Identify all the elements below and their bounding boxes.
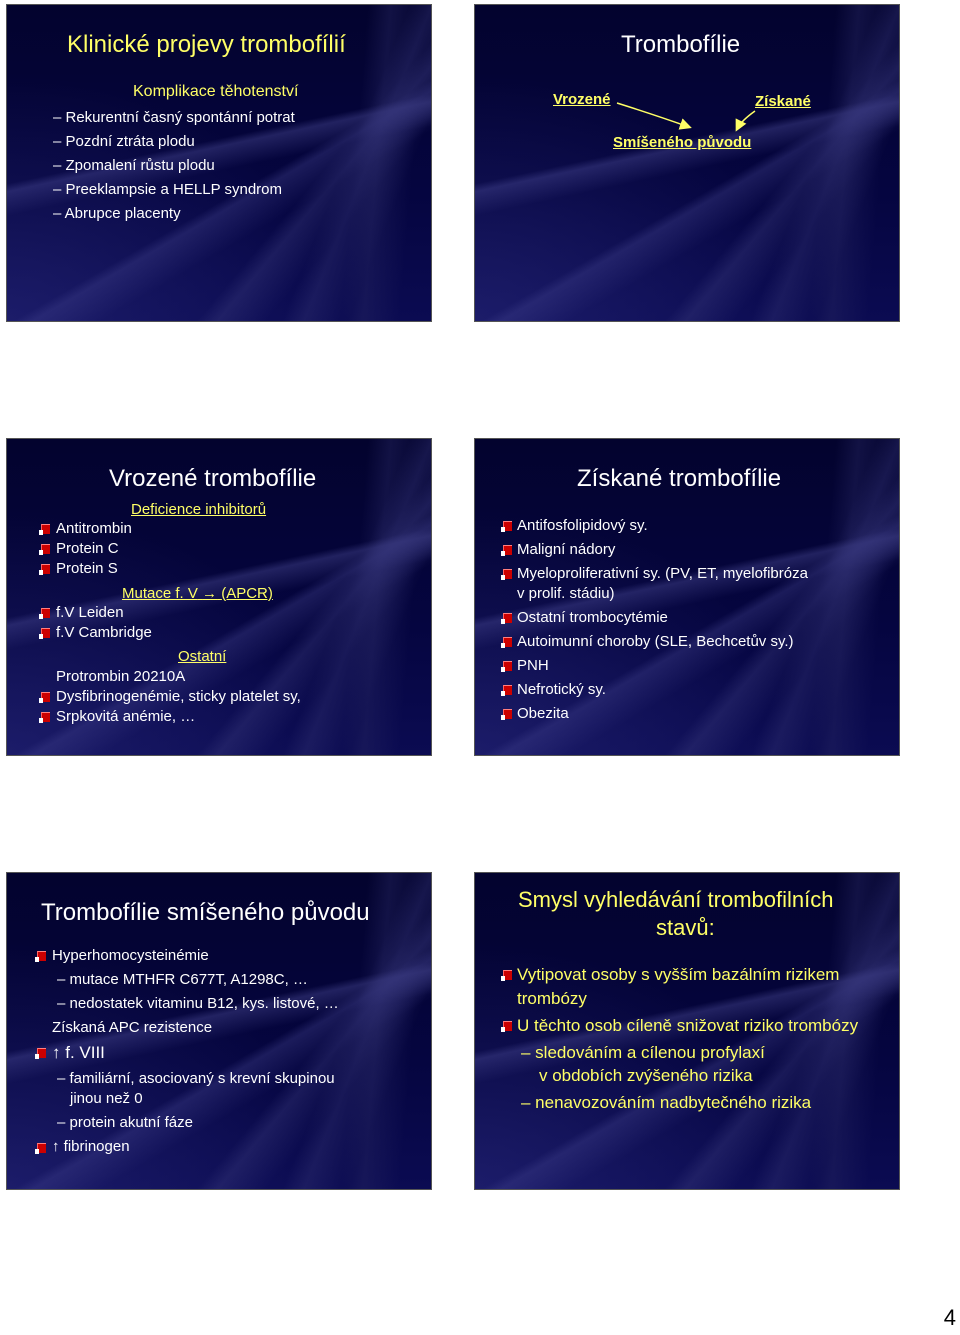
- list-item: Získaná APC rezistence: [52, 1019, 213, 1036]
- slide-title: Trombofílie: [621, 31, 741, 58]
- list-item: Myeloproliferativní sy. (PV, ET, myelofibróza: [517, 565, 808, 582]
- bullet-icon: [41, 692, 50, 702]
- category-congenital: Vrozené: [553, 91, 611, 108]
- list-item: – Preeklampsie a HELLP syndrom: [53, 181, 282, 198]
- list-item: PNH: [517, 657, 549, 674]
- slide-mixed-thrombophilia: [6, 872, 432, 1190]
- list-item: ↑ fibrinogen: [52, 1138, 130, 1155]
- sub-item-continuation: jinou než 0: [70, 1090, 143, 1107]
- bullet-icon: [41, 712, 50, 722]
- list-item: Protein C: [56, 540, 119, 557]
- slide-congenital-thrombophilia: [6, 438, 432, 756]
- slide-purpose-of-screening: [474, 872, 900, 1190]
- slide-title: Získané trombofílie: [577, 465, 782, 492]
- slide-title-continuation: stavů:: [656, 915, 715, 940]
- list-item-continuation: v prolif. stádiu): [517, 585, 615, 602]
- sub-item: – familiární, asociovaný s krevní skupinou: [57, 1070, 335, 1087]
- list-item: Srpkovitá anémie, …: [56, 708, 196, 725]
- arrows-diagram: [475, 5, 900, 322]
- bullet-icon: [503, 637, 512, 647]
- list-item: Autoimunní choroby (SLE, Bechcetův sy.): [517, 633, 794, 650]
- list-item: Nefrotický sy.: [517, 681, 606, 698]
- bullet-icon: [41, 608, 50, 618]
- arrow-right: [737, 111, 755, 129]
- bullet-icon: [503, 521, 512, 531]
- sub-item: – protein akutní fáze: [57, 1114, 193, 1131]
- bullet-icon: [41, 544, 50, 554]
- bullet-icon: [503, 970, 512, 980]
- heading-text: Mutace f. V: [122, 585, 198, 602]
- list-item: Maligní nádory: [517, 541, 616, 558]
- bullet-icon: [37, 951, 46, 961]
- bullet-icon: [503, 1021, 512, 1031]
- list-item: U těchto osob cíleně snižovat riziko trombózy: [517, 1016, 859, 1035]
- bullet-icon: [503, 709, 512, 719]
- list-item: – Abrupce placenty: [53, 205, 181, 222]
- bullet-icon: [41, 564, 50, 574]
- list-item: – Pozdní ztráta plodu: [53, 133, 195, 150]
- bullet-icon: [503, 685, 512, 695]
- list-item: Protein S: [56, 560, 118, 577]
- list-item: f.V Cambridge: [56, 624, 152, 641]
- bullet-icon: [37, 1048, 46, 1058]
- list-item-continuation: trombózy: [517, 989, 587, 1008]
- bullet-icon: [503, 661, 512, 671]
- slide-title: Klinické projevy trombofílií: [67, 31, 346, 58]
- slide-title: Vrozené trombofílie: [109, 465, 317, 492]
- list-item: Dysfibrinogenémie, sticky platelet sy,: [56, 688, 301, 705]
- category-mixed: Smíšeného původu: [613, 134, 752, 151]
- bullet-icon: [503, 613, 512, 623]
- section-heading: Deficience inhibitorů: [131, 501, 267, 518]
- list-item: Obezita: [517, 705, 569, 722]
- category-acquired: Získané: [755, 93, 811, 110]
- list-item: ↑ f. VIII: [52, 1043, 105, 1062]
- list-item: f.V Leiden: [56, 604, 124, 621]
- heading-text: (APCR): [221, 585, 273, 602]
- page-number: 4: [943, 1305, 956, 1330]
- slide-clinical-manifestations: [6, 4, 432, 322]
- arrow-icon: →: [202, 585, 218, 602]
- bullet-icon: [37, 1143, 46, 1153]
- list-item: Antitrombin: [56, 520, 132, 537]
- slide-acquired-thrombophilia: [474, 438, 900, 756]
- list-item: Vytipovat osoby s vyšším bazálním rizikem: [517, 965, 840, 984]
- sub-item: – sledováním a cílenou profylaxí: [521, 1043, 765, 1062]
- bullet-icon: [503, 545, 512, 555]
- bullet-icon: [41, 524, 50, 534]
- slide-thrombophilia-overview: [474, 4, 900, 322]
- bullet-icon: [41, 628, 50, 638]
- list-item: Ostatní trombocytémie: [517, 609, 668, 626]
- list-item: – Zpomalení růstu plodu: [53, 157, 215, 174]
- sub-item-continuation: v obdobích zvýšeného rizika: [539, 1066, 753, 1085]
- slide-title: Smysl vyhledávání trombofilních: [518, 887, 834, 912]
- slide-title: Trombofílie smíšeného původu: [41, 899, 370, 926]
- bullet-icon: [503, 569, 512, 579]
- section-heading: Ostatní: [178, 648, 227, 665]
- sub-item: – nenavozováním nadbytečného rizika: [521, 1093, 812, 1112]
- sub-item: – nedostatek vitaminu B12, kys. listové, …: [57, 995, 339, 1012]
- slide-subtitle: Komplikace těhotenství: [133, 83, 299, 100]
- list-item: Hyperhomocysteinémie: [52, 947, 209, 964]
- arrow-left: [617, 103, 689, 127]
- section-heading: [122, 585, 273, 602]
- sub-item: – mutace MTHFR C677T, A1298C, …: [57, 971, 308, 988]
- list-item: Protrombin 20210A: [56, 668, 186, 685]
- list-item: – Rekurentní časný spontánní potrat: [53, 109, 295, 126]
- list-item: Antifosfolipidový sy.: [517, 517, 648, 534]
